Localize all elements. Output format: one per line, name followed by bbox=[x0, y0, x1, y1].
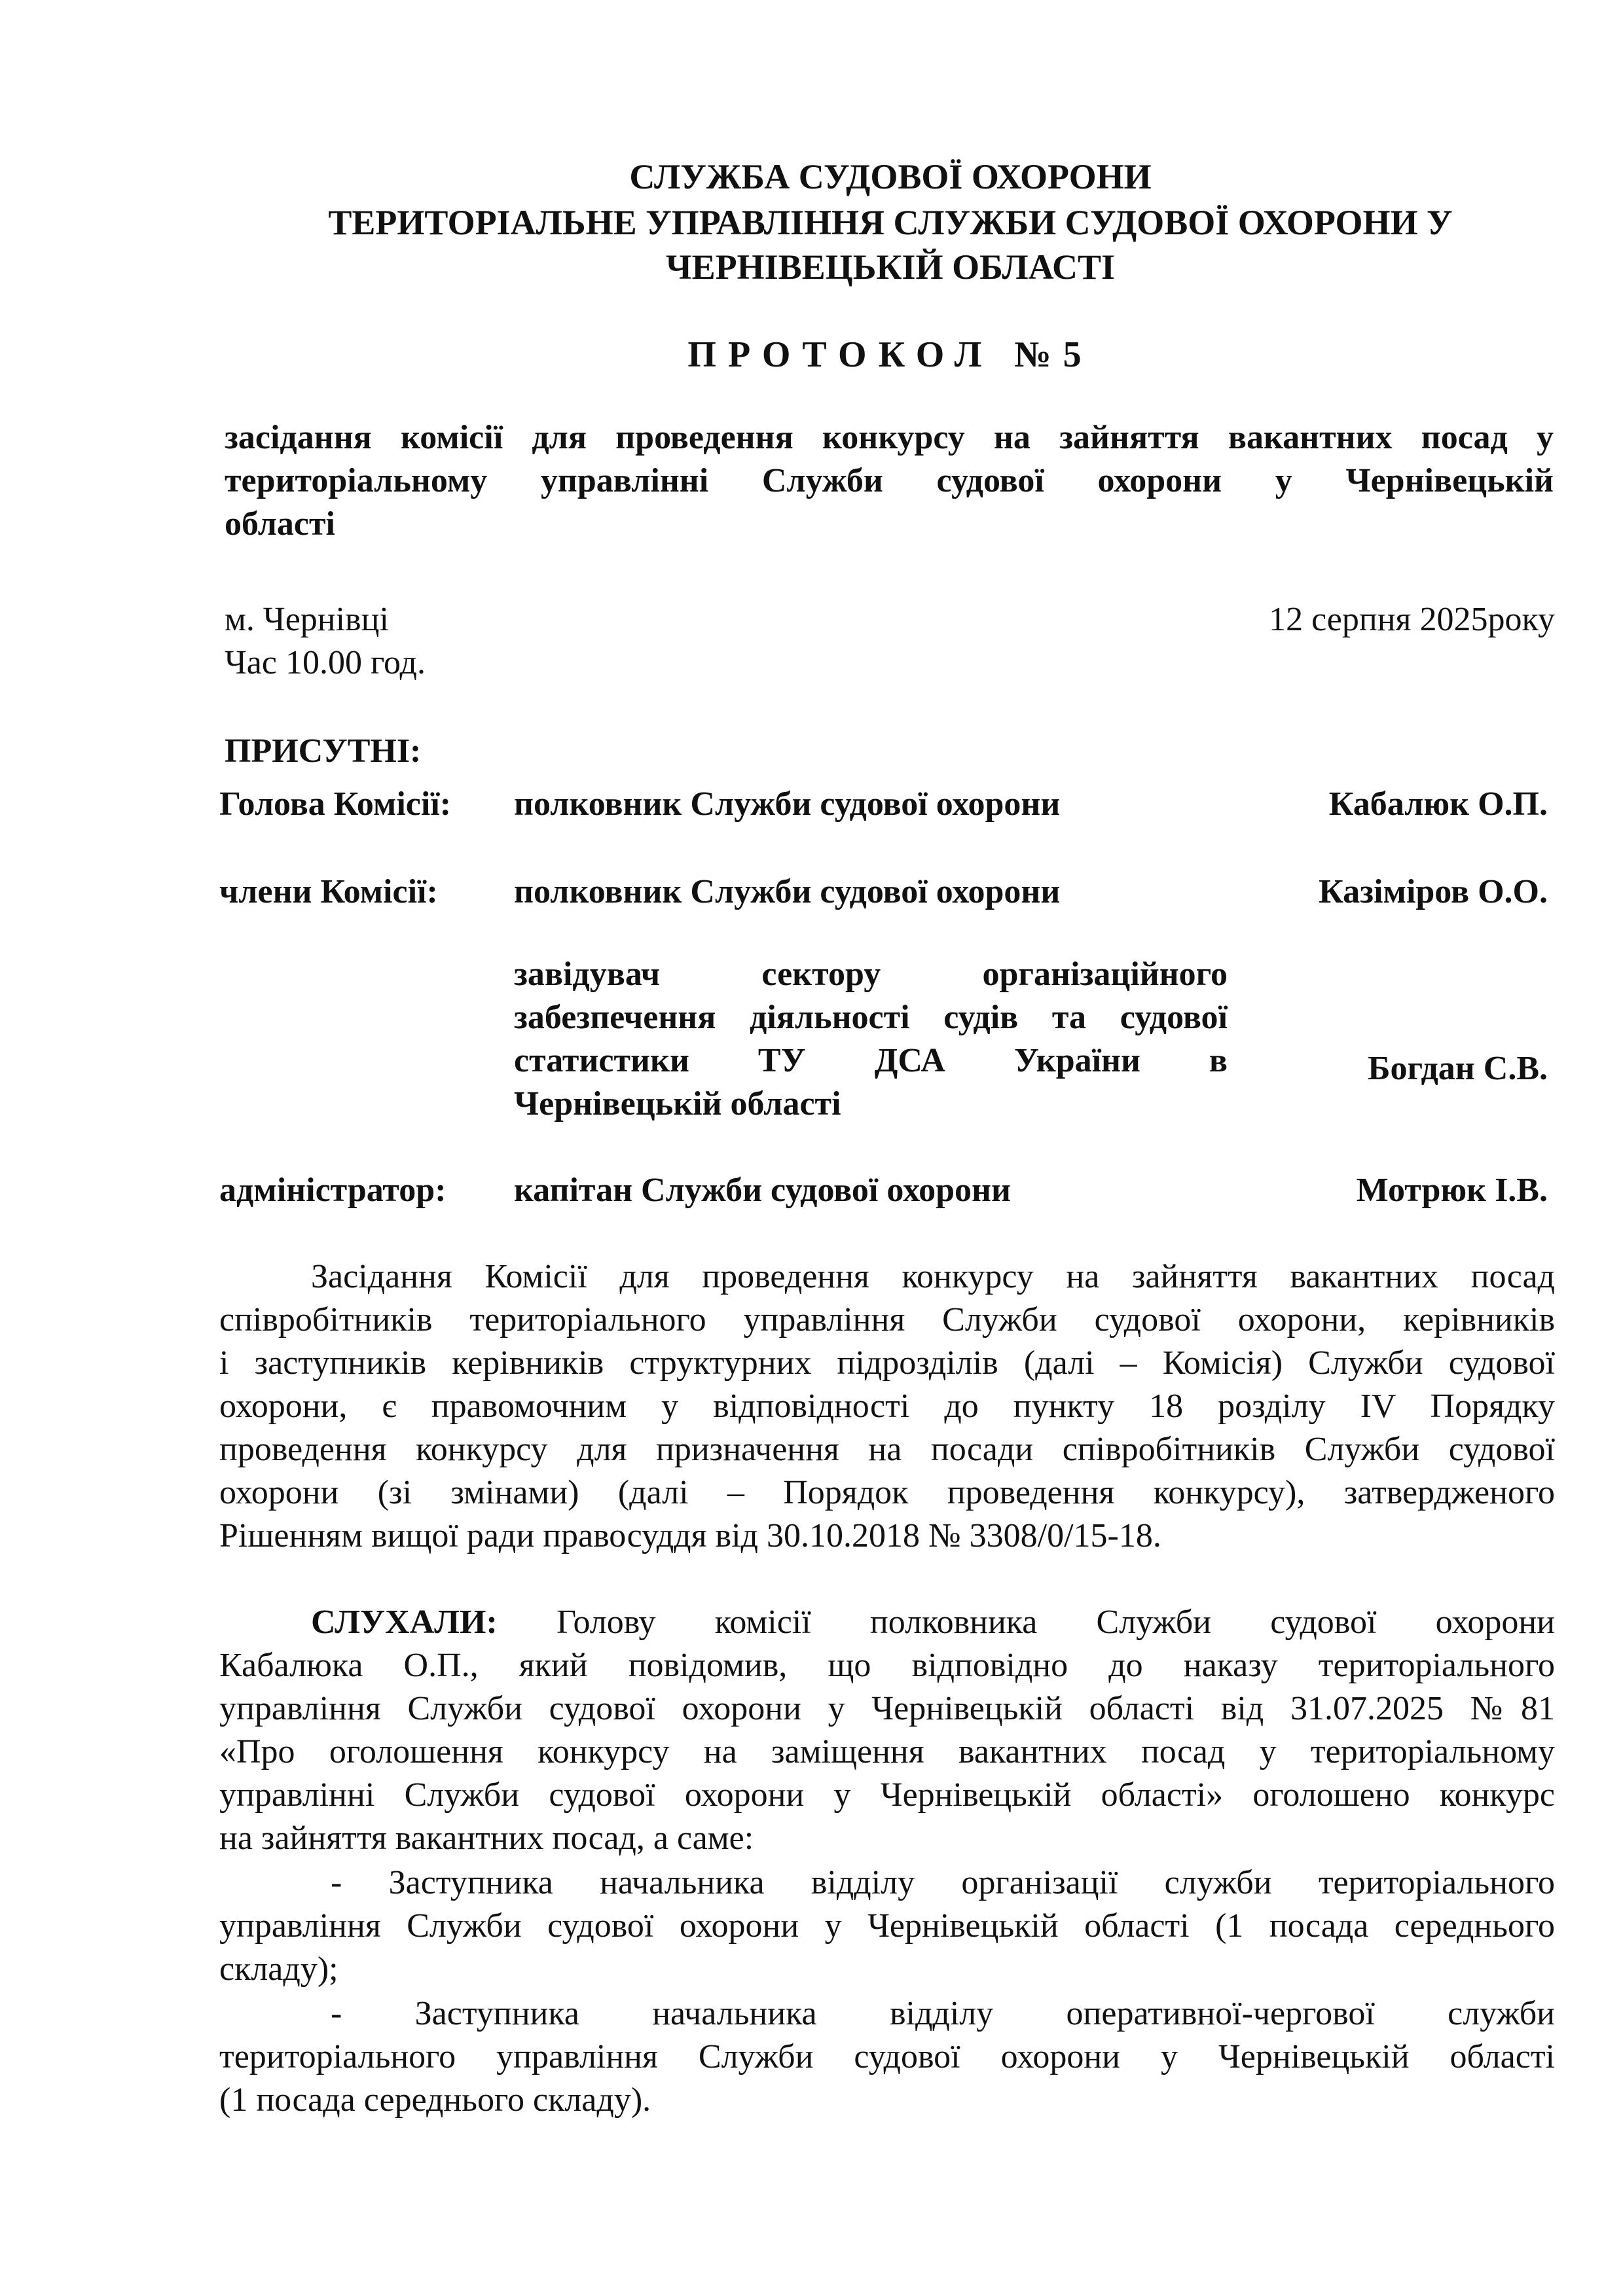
protocol-subject bbox=[225, 416, 1554, 546]
list-item-line: управління Служби судової охорони у Чернівецькій області (1 посада середнього bbox=[219, 1907, 1555, 1945]
attendee-name: Кабалюк О.П. bbox=[1328, 785, 1548, 823]
paragraph-line: на зайняття вакантних посад, а саме: bbox=[219, 1820, 754, 1857]
paragraph-line: Рішенням вищої ради правосуддя від 30.10.2018 № 3308/0/15-18. bbox=[219, 1517, 1161, 1554]
list-item-line: (1 посада середнього складу). bbox=[219, 2081, 651, 2119]
paragraph-line: співробітників територіального управління Служби судової охорони, керівників bbox=[219, 1301, 1555, 1338]
vacancy-list-item bbox=[219, 1861, 1555, 1991]
paragraph-line: управлінні Служби судової охорони у Чернівецькій області» оголошено конкурс bbox=[219, 1776, 1555, 1814]
heard-label: СЛУХАЛИ: bbox=[311, 1604, 498, 1641]
header-region: ЧЕРНІВЕЦЬКІЙ ОБЛАСТІ bbox=[666, 247, 1115, 287]
attendee-role: адміністратор: bbox=[219, 1172, 447, 1209]
present-heading: ПРИСУТНІ: bbox=[225, 732, 422, 770]
meeting-city: м. Чернівці bbox=[225, 601, 389, 638]
paragraph-line: «Про оголошення конкурсу на заміщення вакантних посад у територіальному bbox=[219, 1733, 1555, 1770]
list-item-line: складу); bbox=[219, 1950, 338, 1988]
attendee-position: полковник Служби судової охорони bbox=[514, 785, 1061, 823]
attendee-role: члени Комісії: bbox=[219, 873, 438, 910]
attendee-position: капітан Служби судової охорони bbox=[514, 1172, 1011, 1209]
heard-first-line-text: Голову комісії полковника Служби судової охорони bbox=[556, 1604, 1555, 1641]
attendee-name: Богдан С.В. bbox=[1368, 1050, 1548, 1087]
attendee-position-line: забезпечення діяльності судів та судової bbox=[514, 999, 1228, 1036]
attendee-name: Казіміров О.О. bbox=[1319, 873, 1548, 910]
header-service-name: СЛУЖБА СУДОВОЇ ОХОРОНИ bbox=[629, 157, 1152, 196]
heard-paragraph bbox=[219, 1601, 1555, 1860]
list-item-line: - Заступника начальника відділу організації служби територіального bbox=[331, 1864, 1555, 1901]
attendee-name: Мотрюк І.В. bbox=[1356, 1172, 1548, 1209]
attendee-position-line: Чернівецькій області bbox=[514, 1085, 841, 1122]
attendee-position-line: статистики ТУ ДСА України в bbox=[514, 1042, 1228, 1079]
attendee-position bbox=[514, 953, 1228, 1126]
paragraph-line bbox=[219, 1601, 1555, 1644]
paragraph-line: Кабалюка О.П., який повідомив, що відповідно до наказу територіального bbox=[219, 1647, 1555, 1684]
header-territorial-department: ТЕРИТОРІАЛЬНЕ УПРАВЛІННЯ СЛУЖБИ СУДОВОЇ ОХОРОНИ У bbox=[328, 203, 1453, 242]
paragraph-line: проведення конкурсу для призначення на посади співробітників Служби судової bbox=[219, 1431, 1555, 1468]
meeting-time: Час 10.00 год. bbox=[225, 644, 426, 681]
attendee-position: полковник Служби судової охорони bbox=[514, 873, 1061, 910]
list-item-line: територіального управління Служби судової охорони у Чернівецькій області bbox=[219, 2038, 1555, 2075]
vacancy-list-item bbox=[219, 1992, 1555, 2122]
subject-line: територіальному управлінні Служби судової охорони у Чернівецькій bbox=[225, 462, 1554, 499]
meeting-date: 12 серпня 2025року bbox=[1269, 601, 1555, 638]
list-item-line: - Заступника начальника відділу оперативної-чергової служби bbox=[331, 1995, 1555, 2032]
paragraph-line: управління Служби судової охорони у Чернівецькій області від 31.07.2025 №81 bbox=[219, 1690, 1555, 1727]
protocol-title: ПРОТОКОЛ №5 bbox=[687, 334, 1093, 375]
paragraph-line: охорони (зі змінами) (далі – Порядок проведення конкурсу), затвердженого bbox=[219, 1474, 1555, 1511]
attendee-role: Голова Комісії: bbox=[219, 785, 452, 823]
subject-line: засідання комісії для проведення конкурсу на зайняття вакантних посад у bbox=[225, 419, 1554, 456]
paragraph-line: Засідання Комісії для проведення конкурсу на зайняття вакантних посад bbox=[311, 1258, 1555, 1295]
paragraph-line: і заступників керівників структурних підрозділів (далі – Комісія) Служби судової bbox=[219, 1344, 1555, 1382]
paragraph-line: охорони, є правомочним у відповідності до пункту 18 розділу IV Порядку bbox=[219, 1388, 1555, 1425]
quorum-paragraph bbox=[219, 1255, 1555, 1558]
subject-line: області bbox=[225, 505, 335, 543]
attendee-position-line: завідувач сектору організаційного bbox=[514, 956, 1228, 993]
